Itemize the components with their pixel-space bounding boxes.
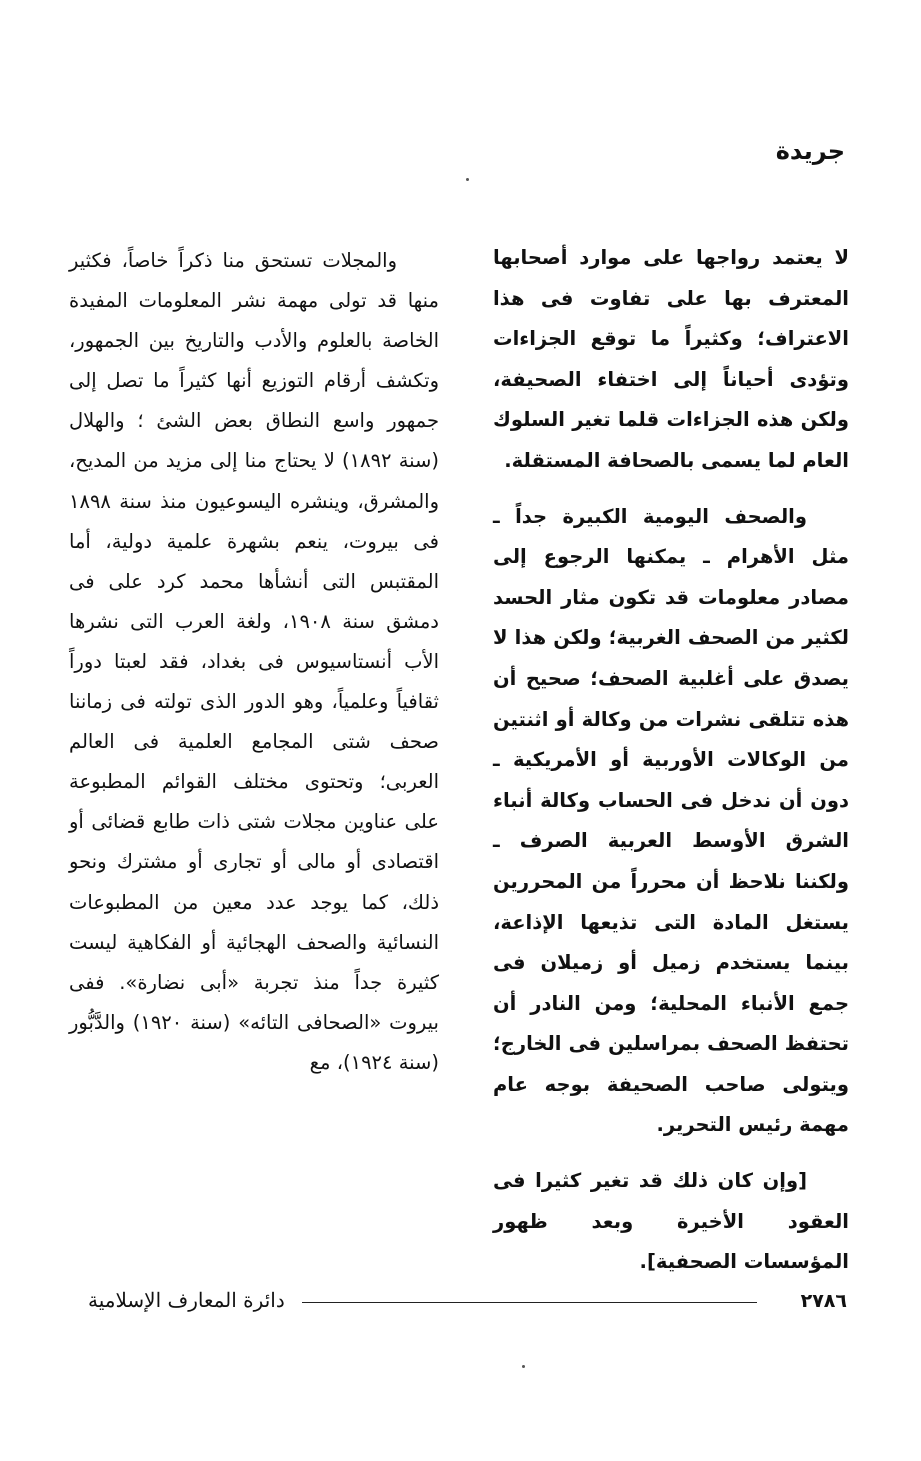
page-footer: [70, 1290, 855, 1320]
running-head: جريدة: [775, 137, 845, 165]
paragraph: [وإن كان ذلك قد تغير كثيرا فى العقود الأخيرة وبعد ظهور المؤسسات الصحفية].: [493, 1169, 849, 1274]
page-number: ٢٧٨٦: [800, 1290, 847, 1312]
left-text-column: [69, 241, 439, 1083]
paragraph: والمجلات تستحق منا ذكراً خاصاً، فكثير منها قد تولى مهمة نشر المعلومات المفيدة الخاصة بالعلوم والأدب والتاريخ بين الجمهور، وتكشف أرقام التوزيع أنها كثيراً ما تصل إلى جمهور واسع النطاق بعض الشئ ؛ والهلال (سنة ١٨٩٢) لا يحتاج منا إلى مزيد من المديح، والمشرق، وينشره اليسوعيون منذ سنة ١٨٩٨ فى بيروت، ينعم بشهرة علمية دولية، أما المقتبس التى أنشأها محمد كرد على فى دمشق سنة ١٩٠٨، ولغة العرب التى نشرها الأب أنستاسيوس فى بغداد، فقد لعبتا دوراً ثقافياً وعلمياً، وهو الدور الذى تولته فى زماننا صحف شتى المجامع العلمية فى العالم العربى؛ وتحتوى مختلف القوائم المطبوعة على عناوين مجلات شتى ذات طابع قضائى أو اقتصادى أو مالى أو تجارى أو مشترك ونحو ذلك، كما يوجد عدد معين من المطبوعات النسائية والصحف الهجائية أو الفكاهية ليست كثيرة جداً منذ تجربة «أبى نضارة». ففى بيروت «الصحافى التائه» (سنة ١٩٢٠) والدَّبُّور (سنة ١٩٢٤)، مع: [69, 249, 439, 1074]
footer-divider: [302, 1302, 757, 1303]
scan-speck: [466, 178, 469, 181]
paragraph: والصحف اليومية الكبيرة جداً ـ مثل الأهرام ـ يمكنها الرجوع إلى مصادر معلومات قد تكون مثار الحسد لكثير من الصحف الغربية؛ ولكن هذا لا يصدق على أغلبية الصحف؛ صحيح أن هذه تتلقى نشرات من وكالة أو اثنتين من الوكالات الأوربية أو الأمريكية ـ دون أن ندخل فى الحساب وكالة أنباء الشرق الأوسط العربية الصرف ـ ولكننا نلاحظ أن محرراً من المحررين يستغل المادة التى تذيعها الإذاعة، بينما يستخدم زميل أو زميلان فى جمع الأنباء المحلية؛ ومن النادر أن تحتفظ الصحف بمراسلين فى الخارج؛ ويتولى صاحب الصحيفة بوجه عام مهمة رئيس التحرير.: [493, 504, 849, 1137]
paragraph: لا يعتمد رواجها على موارد أصحابها المعترف بها على تفاوت فى هذا الاعتراف؛ وكثيراً ما توقع الجزاءات وتؤدى أحياناً إلى اختفاء الصحيفة، ولكن هذه الجزاءات قلما تغير السلوك العام لما يسمى بالصحافة المستقلة.: [493, 246, 849, 472]
scan-speck: [522, 1365, 525, 1368]
publication-title: دائرة المعارف الإسلامية: [88, 1288, 285, 1312]
right-text-column: [493, 238, 849, 1298]
